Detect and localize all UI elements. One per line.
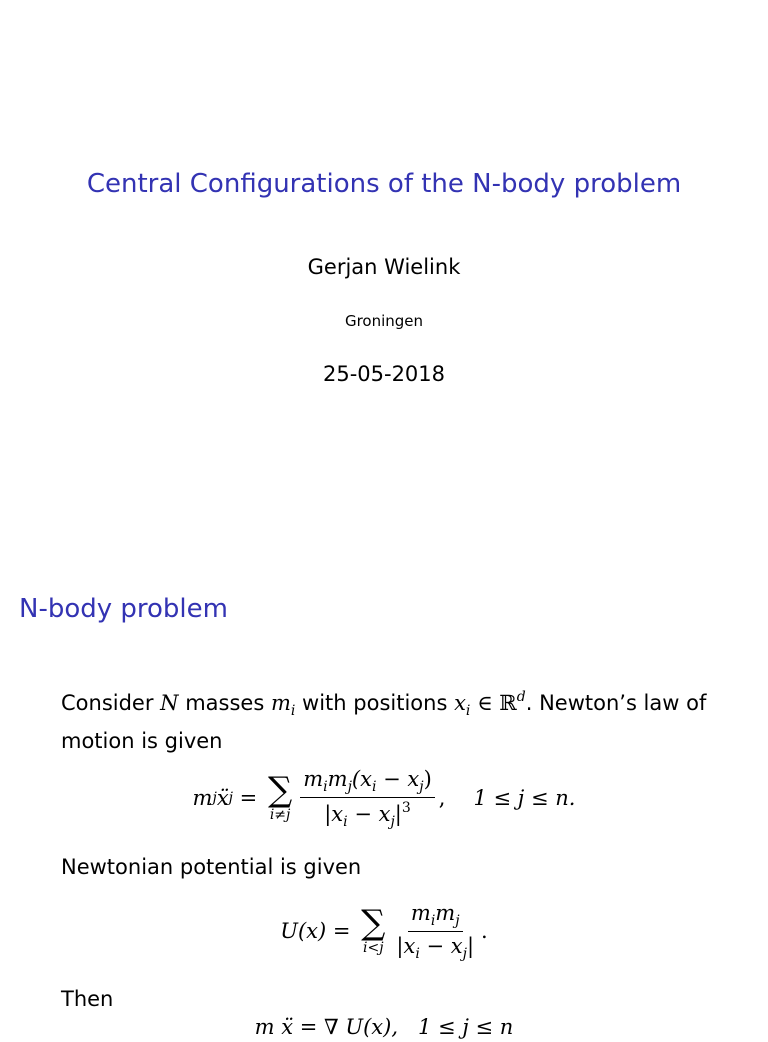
- eq1-lhs-x: ẍ: [216, 786, 229, 810]
- presentation-title: Central Configurations of the N-body problem: [86, 169, 682, 199]
- eq2-denominator: $|x_i - x_j|$: [396, 933, 475, 962]
- intro-text-3: with positions: [295, 691, 455, 715]
- eq1-denominator: $|x_i - x_j|^3$: [324, 799, 411, 830]
- eq2-fraction: [393, 901, 477, 962]
- eq3-partial: m ẍ = ∇ U(x), 1 ≤ j ≤ n: [254, 1015, 514, 1039]
- eq1-range: 1 ≤ j ≤ n.: [473, 786, 576, 810]
- then-paragraph: Then: [61, 987, 114, 1011]
- eq2-period: .: [481, 919, 488, 943]
- eq1-lhs-x-sub: j: [228, 790, 233, 806]
- eq2-numerator: $m_im_j$: [408, 901, 463, 932]
- dimension-sup: d: [516, 689, 526, 705]
- eq1-sum: [267, 770, 293, 823]
- eq1-sum-limit: i≠j: [269, 807, 291, 823]
- intro-text-4: . Newton’s law of motion is given: [61, 691, 707, 753]
- intro-text-2: masses: [178, 691, 271, 715]
- equation-potential: [0, 895, 768, 967]
- var-N: N: [160, 691, 179, 715]
- eq1-numerator: $m_im_j(x_i - x_j)$: [300, 767, 435, 798]
- var-x-sub: i: [465, 703, 471, 719]
- sum-icon: ∑: [267, 770, 293, 810]
- author-name: Gerjan Wielink: [307, 255, 461, 279]
- var-m: m: [270, 691, 291, 715]
- equation-gradient-partial: [0, 1012, 768, 1042]
- sum-icon: ∑: [361, 903, 386, 943]
- eq2-sum: [361, 903, 386, 956]
- institute-name: Groningen: [344, 312, 424, 330]
- var-x: x: [454, 691, 466, 715]
- eq2-sum-limit: i<j: [363, 940, 384, 956]
- eq1-comma: ,: [438, 786, 446, 810]
- eq2-lhs: U(x) =: [280, 919, 358, 943]
- eq1-lhs-m: m: [192, 786, 213, 810]
- nbody-slide: [0, 565, 768, 1039]
- set-membership: ∈ ℝ: [470, 691, 517, 715]
- potential-paragraph: Newtonian potential is given: [61, 855, 362, 879]
- eq1-equals: =: [233, 786, 264, 810]
- frame-title: N-body problem: [19, 594, 228, 624]
- eq1-lhs-m-sub: j: [212, 790, 217, 806]
- equation-motion: [0, 761, 768, 835]
- intro-text-1: Consider: [61, 691, 161, 715]
- presentation-date: 25-05-2018: [322, 362, 446, 386]
- eq1-fraction: [300, 767, 435, 830]
- intro-paragraph: [61, 682, 711, 756]
- var-m-sub: i: [290, 703, 296, 719]
